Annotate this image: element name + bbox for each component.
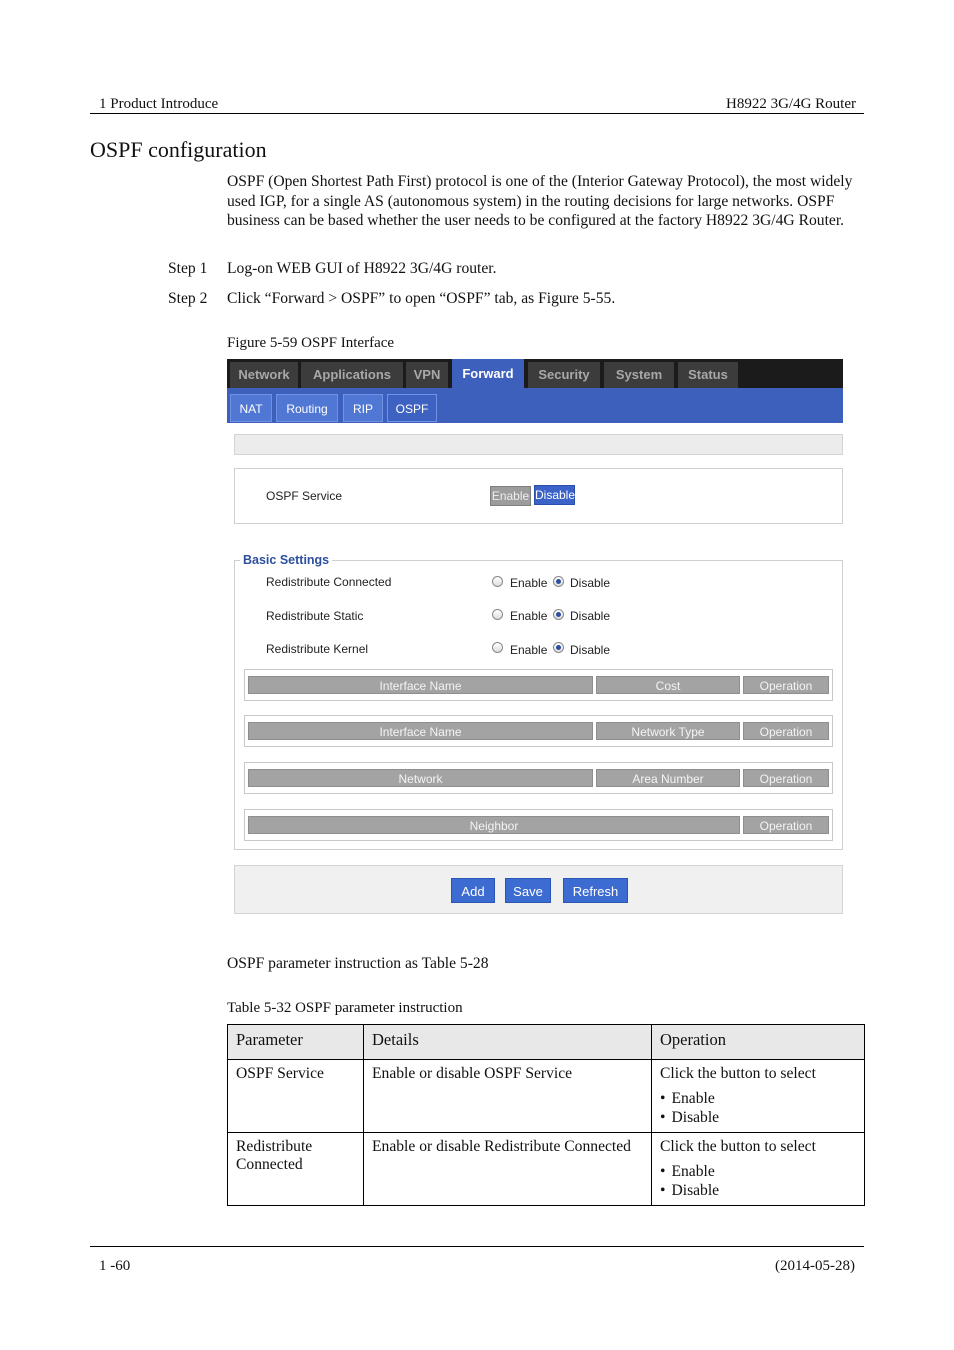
table-row (228, 1060, 865, 1133)
column-header: Interface Name (248, 676, 593, 694)
ospf-service-panel (234, 468, 843, 524)
page-header-chapter: 1 Product Introduce (99, 96, 219, 112)
footer-rule (90, 1246, 864, 1247)
column-header: Neighbor (248, 816, 740, 834)
redistribute-connected-label: Redistribute Connected (266, 575, 392, 589)
column-header: Network (248, 769, 593, 787)
column-header: Cost (596, 676, 740, 694)
header-operation: Operation (652, 1025, 865, 1060)
option-item: • Enable (660, 1089, 856, 1108)
subtab-ospf[interactable]: OSPF (387, 394, 437, 422)
step-1-label: Step 1 (168, 260, 208, 277)
step-2-label: Step 2 (168, 290, 208, 307)
subtab-routing[interactable]: Routing (276, 394, 338, 422)
cell-parameter: OSPF Service (228, 1060, 364, 1133)
column-header: Operation (743, 722, 829, 740)
option-item: • Disable (660, 1181, 856, 1200)
tab-vpn[interactable]: VPN (406, 362, 448, 388)
table-row (228, 1133, 865, 1206)
table-reference-text: OSPF parameter instruction as Table 5-28 (227, 955, 489, 972)
header-rule (90, 113, 864, 114)
cell-parameter: Redistribute Connected (228, 1133, 364, 1206)
page-number: 1 -60 (99, 1258, 131, 1274)
cell-operation (652, 1133, 865, 1206)
tab-forward[interactable]: Forward (452, 359, 524, 388)
radio-label-disable: Disable (570, 576, 611, 590)
ospf-interface-screenshot (227, 359, 843, 919)
tab-system[interactable]: System (604, 362, 674, 388)
column-header: Operation (743, 769, 829, 787)
option-item: • Enable (660, 1162, 856, 1181)
figure-caption: Figure 5-59 OSPF Interface (227, 335, 395, 351)
action-bar (234, 865, 843, 914)
operation-text: Click the button to select (660, 1065, 816, 1082)
redistribute-static-enable-radio[interactable] (492, 609, 503, 620)
basic-settings-legend: Basic Settings (240, 553, 332, 567)
column-header: Network Type (596, 722, 740, 740)
radio-label-disable: Disable (570, 609, 611, 623)
add-button[interactable]: Add (451, 878, 495, 903)
interface-network-type-table (244, 715, 833, 747)
option-list (660, 1162, 856, 1200)
column-header: Interface Name (248, 722, 593, 740)
header-parameter: Parameter (228, 1025, 364, 1060)
sub-navigation (227, 388, 843, 423)
intro-paragraph: OSPF (Open Shortest Path First) protocol is one of the (Interior Gateway Protocol), the most widely used IGP, for a single AS (autonomous system) in the routing decisions for large networks. OSPF business can be based whether the user needs to be configured at the factory H8922 3G/4G Router. (227, 173, 853, 229)
tab-security[interactable]: Security (528, 362, 600, 388)
refresh-button[interactable]: Refresh (563, 878, 628, 903)
save-button[interactable]: Save (505, 878, 551, 903)
redistribute-kernel-label: Redistribute Kernel (266, 642, 369, 656)
basic-settings-fieldset (234, 553, 843, 850)
interface-cost-table (244, 669, 833, 701)
radio-label-enable: Enable (510, 576, 548, 590)
neighbor-table (244, 809, 833, 841)
radio-label-enable: Enable (510, 643, 548, 657)
network-area-table (244, 762, 833, 794)
option-list (660, 1089, 856, 1127)
top-navigation (227, 359, 843, 388)
status-bar (234, 434, 843, 455)
column-header: Area Number (596, 769, 740, 787)
redistribute-connected-disable-radio[interactable] (553, 576, 564, 587)
ospf-service-label: OSPF Service (266, 489, 343, 503)
cell-operation (652, 1060, 865, 1133)
table-caption: Table 5-32 OSPF parameter instruction (227, 1000, 463, 1016)
cell-details: Enable or disable OSPF Service (364, 1060, 652, 1133)
tab-applications[interactable]: Applications (301, 362, 403, 388)
redistribute-kernel-enable-radio[interactable] (492, 642, 503, 653)
step-1-text: Log-on WEB GUI of H8922 3G/4G router. (227, 260, 497, 277)
redistribute-kernel-disable-radio[interactable] (553, 642, 564, 653)
option-item: • Disable (660, 1108, 856, 1127)
ospf-enable-button[interactable]: Enable (490, 486, 531, 506)
cell-details: Enable or disable Redistribute Connected (364, 1133, 652, 1206)
redistribute-static-label: Redistribute Static (266, 609, 364, 623)
radio-label-disable: Disable (570, 643, 611, 657)
document-date: (2014-05-28) (775, 1258, 855, 1274)
subtab-rip[interactable]: RIP (343, 394, 383, 422)
ospf-disable-button[interactable]: Disable (534, 485, 575, 505)
tab-network[interactable]: Network (230, 362, 298, 388)
header-details: Details (364, 1025, 652, 1060)
column-header: Operation (743, 676, 829, 694)
section-title: OSPF configuration (90, 137, 267, 162)
step-2-text: Click “Forward > OSPF” to open “OSPF” tab, as Figure 5-55. (227, 290, 616, 307)
table-header-row (228, 1025, 865, 1060)
redistribute-static-disable-radio[interactable] (553, 609, 564, 620)
column-header: Operation (743, 816, 829, 834)
parameter-table (227, 1024, 865, 1206)
operation-text: Click the button to select (660, 1138, 816, 1155)
page-header-product: H8922 3G/4G Router (726, 96, 856, 112)
subtab-nat[interactable]: NAT (230, 394, 272, 422)
tab-status[interactable]: Status (678, 362, 738, 388)
redistribute-connected-enable-radio[interactable] (492, 576, 503, 587)
radio-label-enable: Enable (510, 609, 548, 623)
